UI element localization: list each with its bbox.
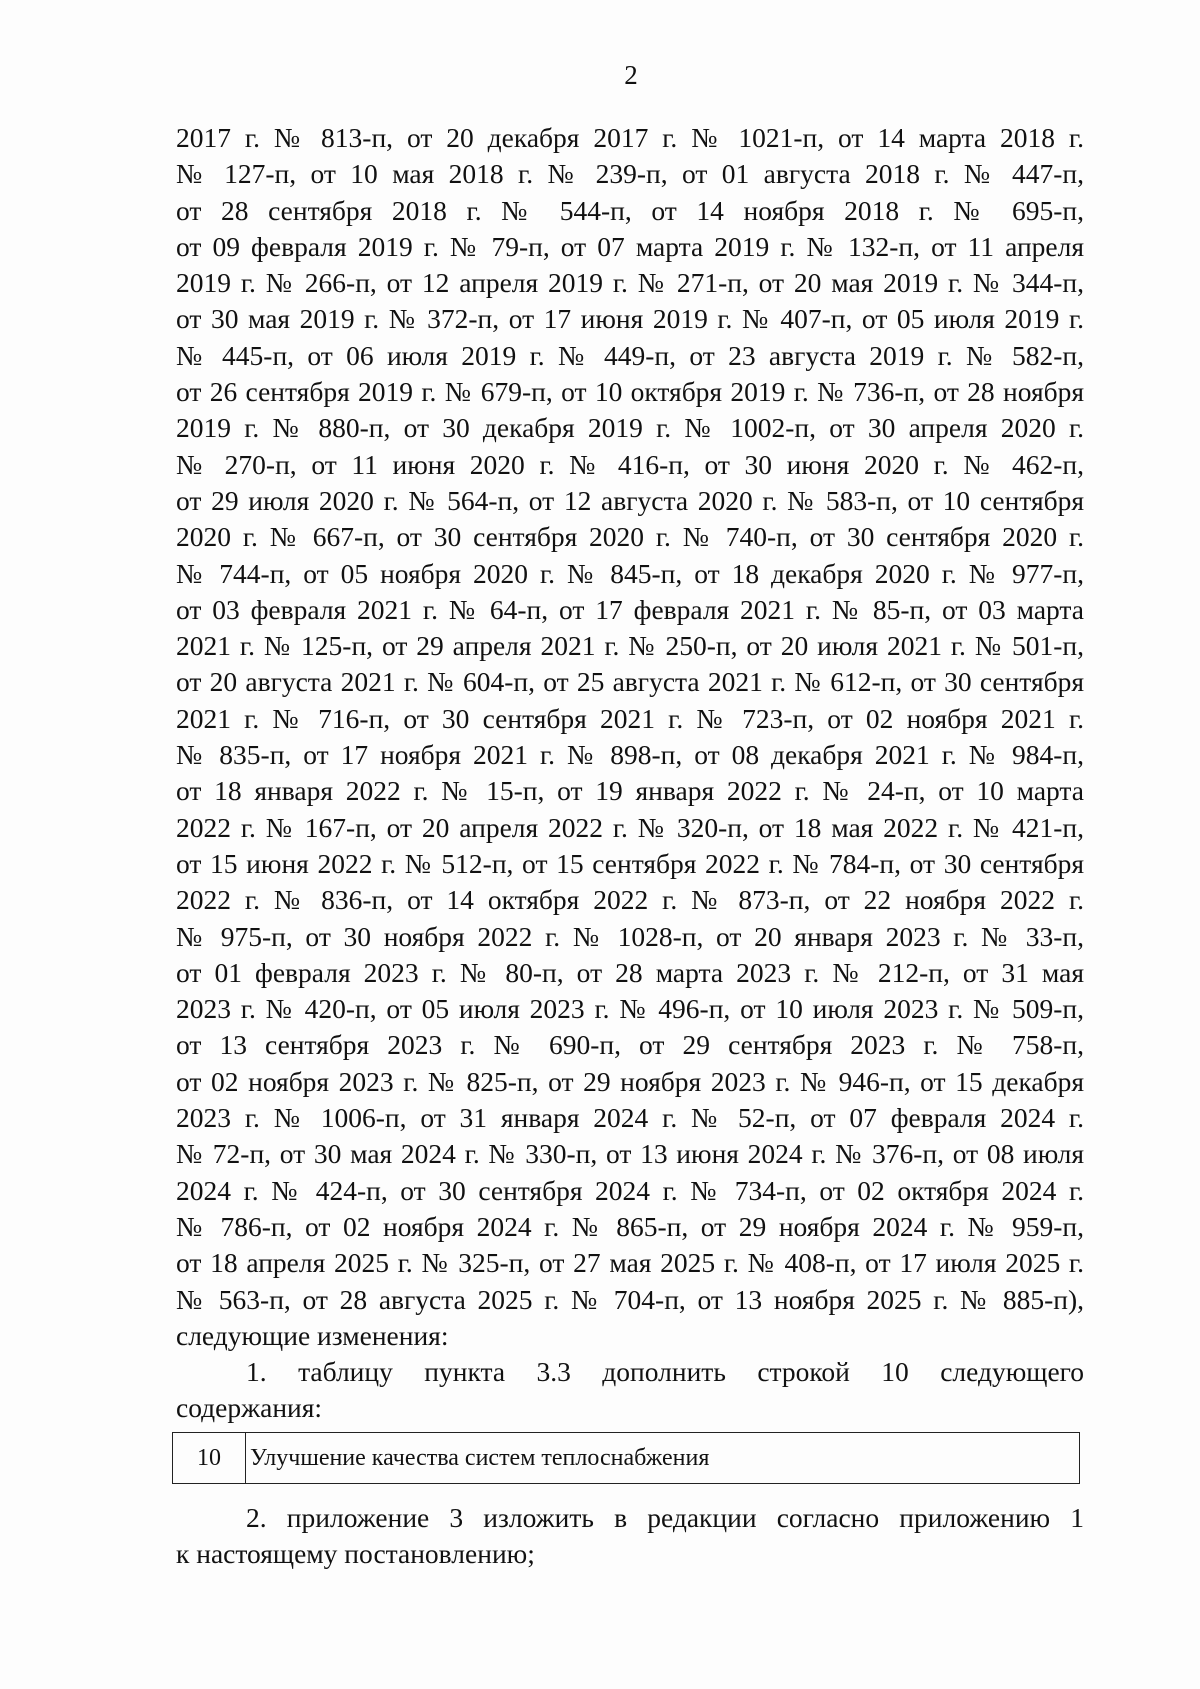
text-line: от 02 ноября 2023 г. № 825-п, от 29 ноября 2023 г. № 946-п, от 15 декабря bbox=[176, 1065, 1084, 1097]
text-line: 2020 г. № 667-п, от 30 сентября 2020 г. № 740-п, от 30 сентября 2020 г. bbox=[176, 521, 1084, 553]
text-line: № 786-п, от 02 ноября 2024 г. № 865-п, от 29 ноября 2024 г. № 959-п, bbox=[176, 1210, 1084, 1242]
row-text-cell: Улучшение качества систем теплоснабжения bbox=[250, 1444, 710, 1471]
text-line: 2023 г. № 1006-п, от 31 января 2024 г. № 52-п, от 07 февраля 2024 г. bbox=[176, 1102, 1084, 1134]
inserted-table-row bbox=[172, 1432, 1080, 1484]
text-line: от 09 февраля 2019 г. № 79-п, от 07 марта 2019 г. № 132-п, от 11 апреля bbox=[176, 230, 1084, 262]
text-line: 2021 г. № 716-п, от 30 сентября 2021 г. № 723-п, от 02 ноября 2021 г. bbox=[176, 702, 1084, 734]
text-line: от 01 февраля 2023 г. № 80-п, от 28 марта 2023 г. № 212-п, от 31 мая bbox=[176, 956, 1084, 988]
text-line: от 29 июля 2020 г. № 564-п, от 12 августа 2020 г. № 583-п, от 10 сентября bbox=[176, 484, 1084, 516]
text-line: № 72-п, от 30 мая 2024 г. № 330-п, от 13 июня 2024 г. № 376-п, от 08 июля bbox=[176, 1138, 1084, 1170]
text-line: от 26 сентября 2019 г. № 679-п, от 10 октября 2019 г. № 736-п, от 28 ноября bbox=[176, 376, 1084, 408]
text-line: № 445-п, от 06 июля 2019 г. № 449-п, от 23 августа 2019 г. № 582-п, bbox=[176, 339, 1084, 371]
amendment-paragraph bbox=[176, 120, 1084, 1427]
text-line: 2019 г. № 266-п, от 12 апреля 2019 г. № 271-п, от 20 мая 2019 г. № 344-п, bbox=[176, 267, 1084, 299]
text-line: № 744-п, от 05 ноября 2020 г. № 845-п, от 18 декабря 2020 г. № 977-п, bbox=[176, 557, 1084, 589]
text-line: 2022 г. № 836-п, от 14 октября 2022 г. № 873-п, от 22 ноября 2022 г. bbox=[176, 884, 1084, 916]
text-line: от 28 сентября 2018 г. № 544-п, от 14 ноября 2018 г. № 695-п, bbox=[176, 194, 1084, 226]
row-number-cell: 10 bbox=[173, 1433, 246, 1483]
text-line: от 15 июня 2022 г. № 512-п, от 15 сентября 2022 г. № 784-п, от 30 сентября bbox=[176, 847, 1084, 879]
text-line: 2021 г. № 125-п, от 29 апреля 2021 г. № 250-п, от 20 июля 2021 г. № 501-п, bbox=[176, 630, 1084, 662]
text-line: от 30 мая 2019 г. № 372-п, от 17 июня 2019 г. № 407-п, от 05 июля 2019 г. bbox=[176, 303, 1084, 335]
text-line: № 835-п, от 17 ноября 2021 г. № 898-п, от 08 декабря 2021 г. № 984-п, bbox=[176, 739, 1084, 771]
text-line: 2019 г. № 880-п, от 30 декабря 2019 г. № 1002-п, от 30 апреля 2020 г. bbox=[176, 412, 1084, 444]
item-1-continuation: содержания: bbox=[176, 1392, 323, 1424]
text-line: 2022 г. № 167-п, от 20 апреля 2022 г. № 320-п, от 18 мая 2022 г. № 421-п, bbox=[176, 811, 1084, 843]
text-line: 2017 г. № 813-п, от 20 декабря 2017 г. № 1021-п, от 14 марта 2018 г. bbox=[176, 122, 1084, 153]
text-line: № 127-п, от 10 мая 2018 г. № 239-п, от 01 августа 2018 г. № 447-п, bbox=[176, 158, 1084, 190]
page-number: 2 bbox=[624, 60, 638, 90]
text-line: № 563-п, от 28 августа 2025 г. № 704-п, от 13 ноября 2025 г. № 885-п), bbox=[176, 1283, 1084, 1315]
text-line: от 18 января 2022 г. № 15-п, от 19 января 2022 г. № 24-п, от 10 марта bbox=[176, 775, 1084, 807]
item-2-continuation: к настоящему постановлению; bbox=[176, 1538, 535, 1570]
item-1-line: 1. таблицу пункта 3.3 дополнить строкой 10 следующего bbox=[246, 1356, 1084, 1388]
text-line: от 18 апреля 2025 г. № 325-п, от 27 мая 2025 г. № 408-п, от 17 июля 2025 г. bbox=[176, 1247, 1084, 1279]
item-2-paragraph bbox=[176, 1500, 1084, 1573]
text-line: 2024 г. № 424-п, от 30 сентября 2024 г. № 734-п, от 02 октября 2024 г. bbox=[176, 1174, 1084, 1206]
text-line: от 20 августа 2021 г. № 604-п, от 25 августа 2021 г. № 612-п, от 30 сентября bbox=[176, 666, 1084, 698]
text-line: 2023 г. № 420-п, от 05 июля 2023 г. № 496-п, от 10 июля 2023 г. № 509-п, bbox=[176, 993, 1084, 1025]
text-line: от 03 февраля 2021 г. № 64-п, от 17 февраля 2021 г. № 85-п, от 03 марта bbox=[176, 593, 1084, 625]
text-line: следующие изменения: bbox=[176, 1319, 449, 1351]
text-line: № 975-п, от 30 ноября 2022 г. № 1028-п, от 20 января 2023 г. № 33-п, bbox=[176, 920, 1084, 952]
item-2-line: 2. приложение 3 изложить в редакции согласно приложению 1 bbox=[246, 1502, 1084, 1533]
text-line: от 13 сентября 2023 г. № 690-п, от 29 сентября 2023 г. № 758-п, bbox=[176, 1029, 1084, 1061]
text-line: № 270-п, от 11 июня 2020 г. № 416-п, от 30 июня 2020 г. № 462-п, bbox=[176, 448, 1084, 480]
